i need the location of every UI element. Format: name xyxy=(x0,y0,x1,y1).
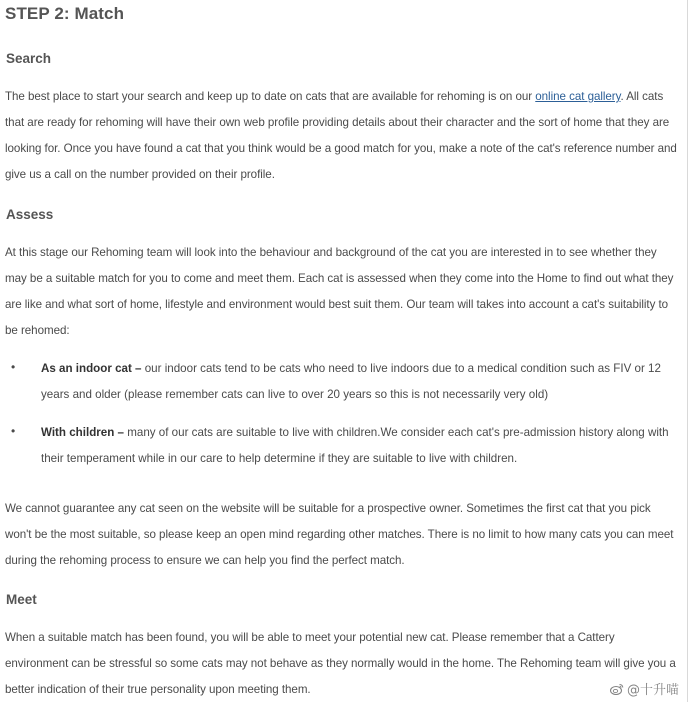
bullet-with-children xyxy=(41,420,681,472)
weibo-icon xyxy=(610,683,624,695)
meet-paragraph: When a suitable match has been found, you will be able to meet your potential new cat. Please remember that a Cattery environment can be stressful so some cats may not behave as they normally would in the home. The Rehoming team will give you a better indication of their true personality upon meeting them. xyxy=(5,631,676,696)
bullet-dot: • xyxy=(11,360,16,374)
search-text-after-link: . All cats that are ready for rehoming will have their own web profile providing details about their character and the sort of home that they are looking for. Once you have found a cat that you think would be a good match for you, make a note of the cat's reference number and give us a call on the number provided on their profile. xyxy=(5,90,677,181)
online-cat-gallery-link[interactable]: online cat gallery xyxy=(535,90,621,103)
assess-paragraph: At this stage our Rehoming team will look into the behaviour and background of the cat you are interested in to see whether they may be a suitable match for you to come and meet them. Each cat is assessed when they come into the Home to find out what they are like and what sort of home, lifestyle and environment would best suit them. Our team will takes into account a cat's suitability to be rehomed: xyxy=(5,246,674,337)
bullet-indoor-cat-text: our indoor cats tend to be cats who need to live indoors due to a medical condition such as FIV or 12 years and older (please remember cats can live to over 20 years so this is not necessarily very old) xyxy=(41,362,661,401)
bullet-with-children-text: many of our cats are suitable to live with children.We consider each cat's pre-admission history along with their temperament while in our care to help determine if they are suitable to live with children. xyxy=(41,426,669,465)
step-title: STEP 2: Match xyxy=(5,4,125,23)
search-text-before-link: The best place to start your search and keep up to date on cats that are available for rehoming is on our xyxy=(5,90,536,103)
watermark xyxy=(610,679,679,698)
bullet-with-children-label: With children – xyxy=(41,426,124,439)
meet-heading: Meet xyxy=(6,592,37,607)
bullet-dot: • xyxy=(11,424,16,438)
assess-heading: Assess xyxy=(6,207,54,222)
watermark-text: @十升喵 xyxy=(626,683,679,698)
assess-closing-paragraph: We cannot guarantee any cat seen on the website will be suitable for a prospective owner. Sometimes the first cat that you pick won't be the most suitable, so please keep an open mind regarding other matches. There is no limit to how many cats you can meet during the rehoming process to ensure we can help you find the perfect match. xyxy=(5,502,674,567)
bullet-indoor-cat xyxy=(41,356,681,408)
search-paragraph xyxy=(5,84,677,188)
bullet-indoor-cat-label: As an indoor cat – xyxy=(41,362,142,375)
search-heading: Search xyxy=(6,51,52,66)
